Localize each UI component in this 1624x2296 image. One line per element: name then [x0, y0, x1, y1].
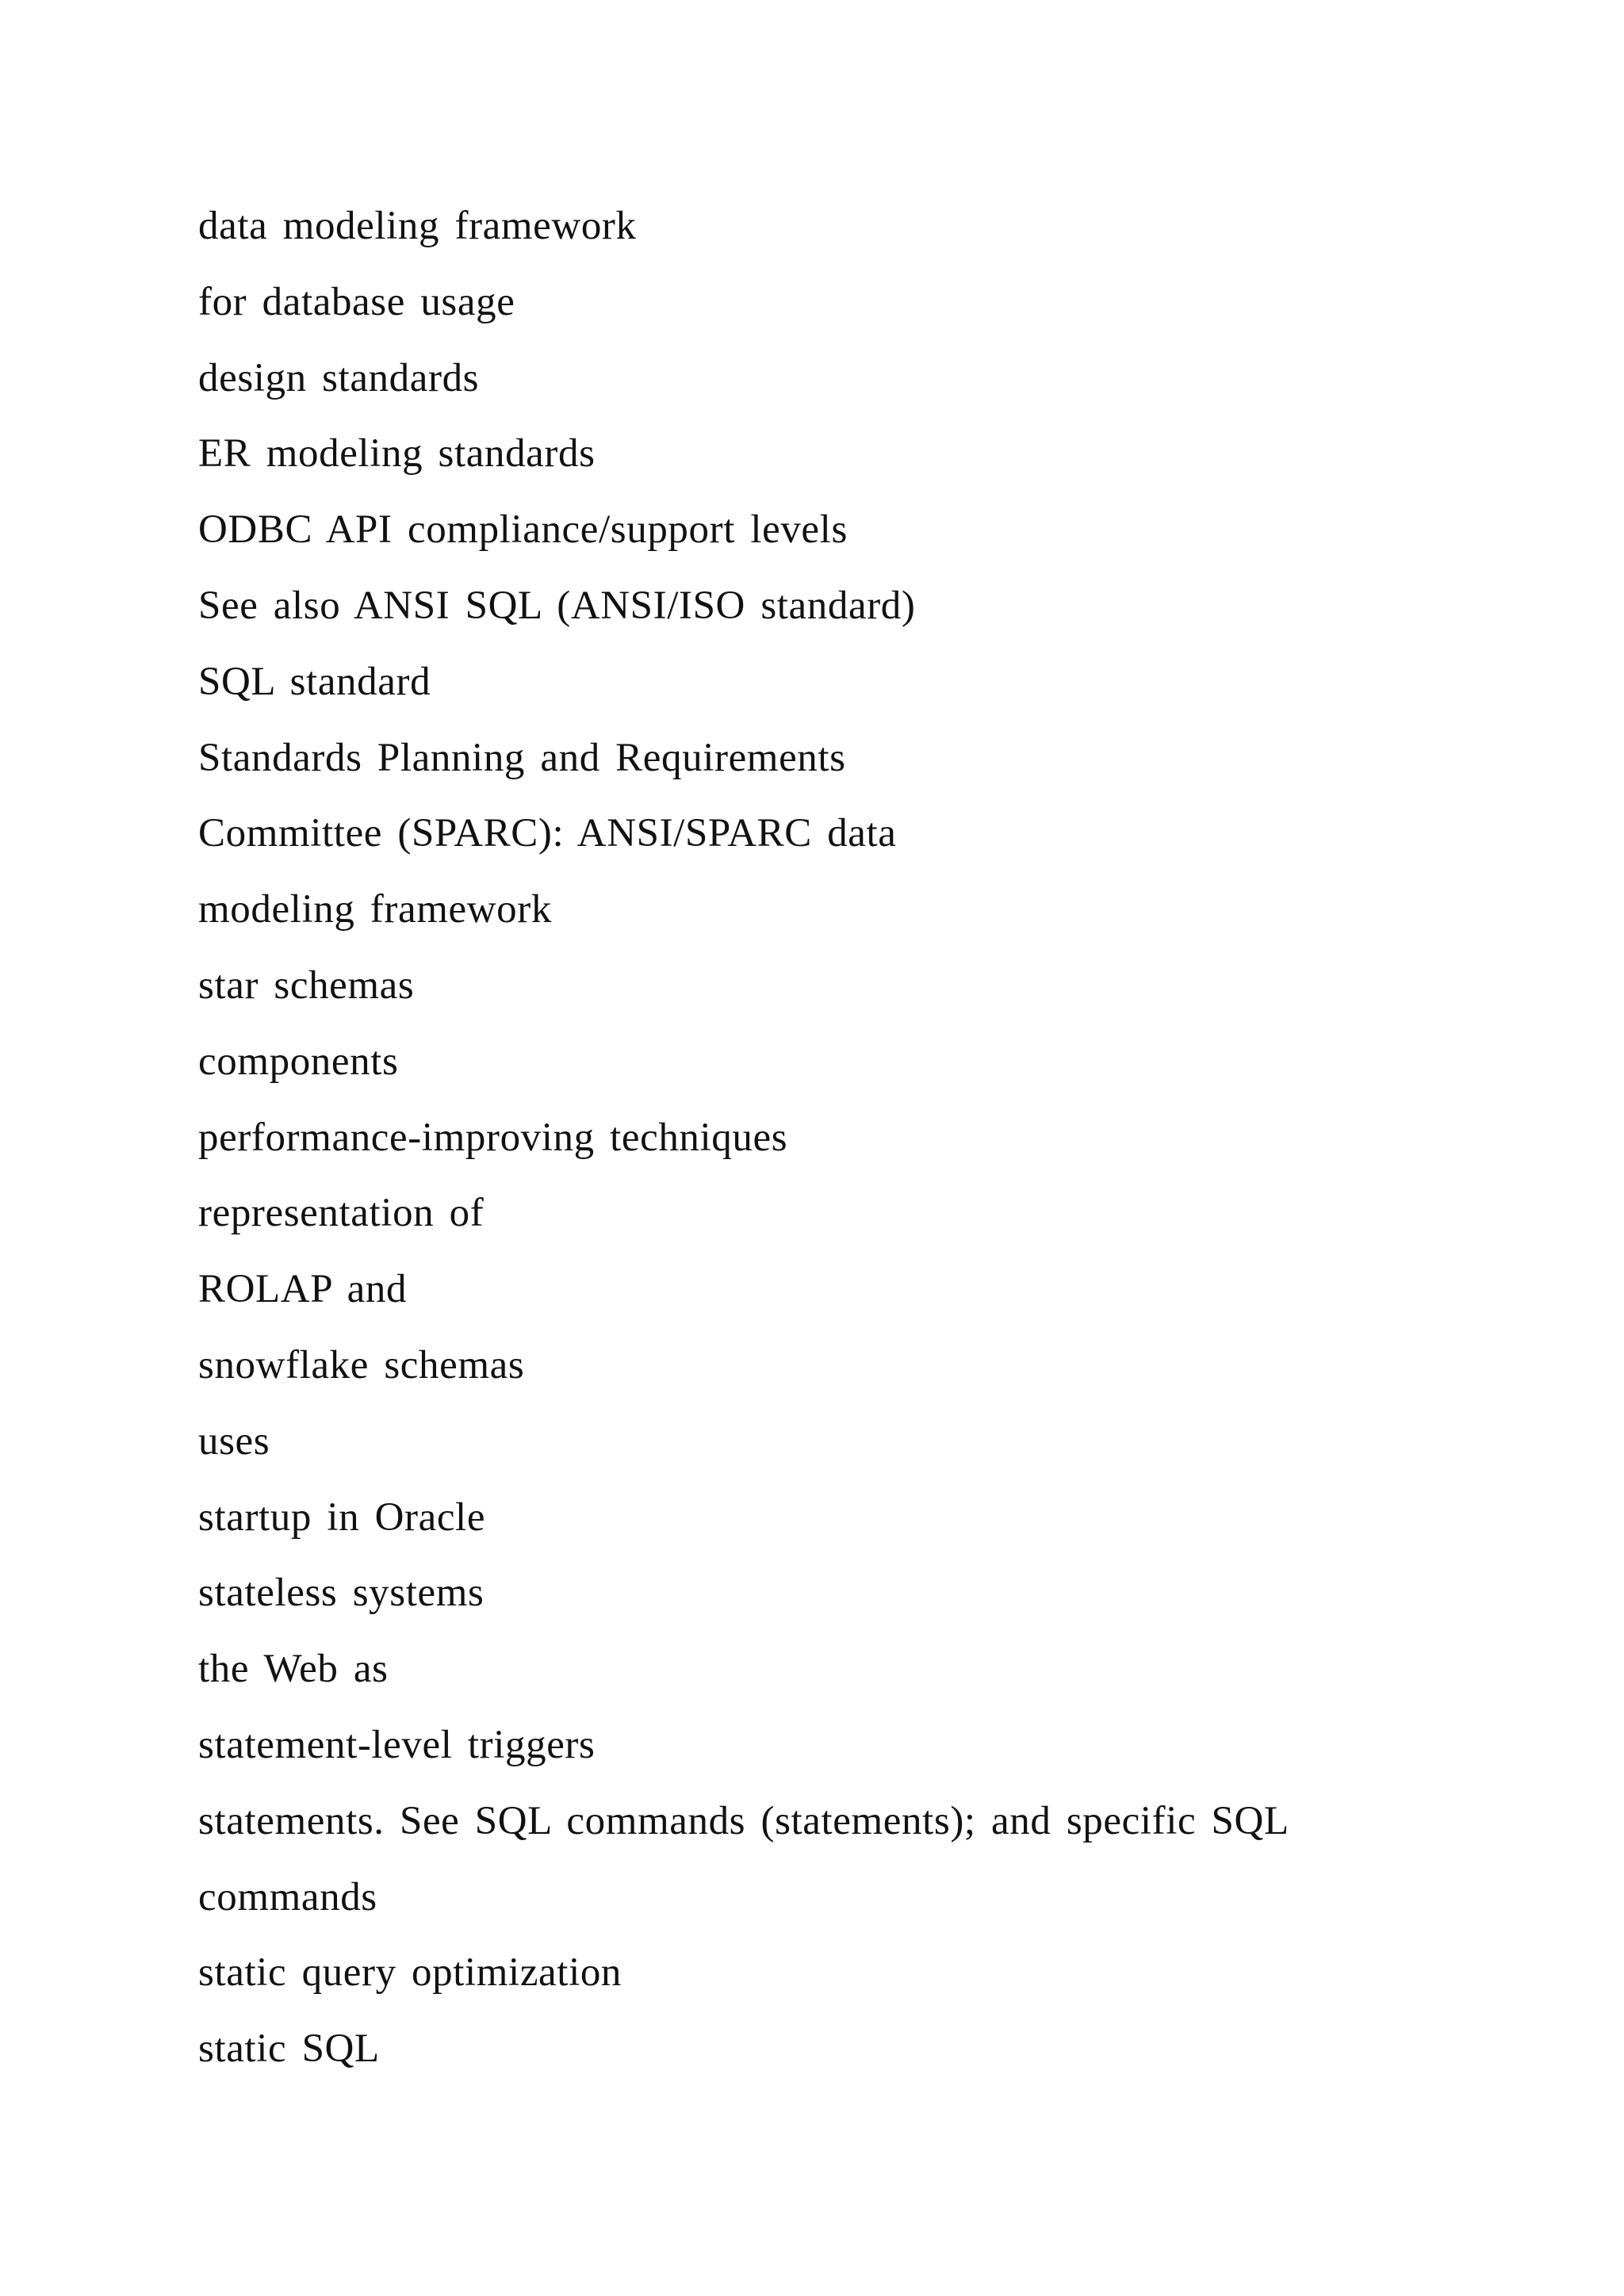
index-line: the Web as — [198, 1647, 389, 1692]
index-line: Standards Planning and Requirements — [198, 735, 846, 780]
index-line: static SQL — [198, 2026, 380, 2072]
index-line: modeling framework — [198, 887, 552, 932]
index-line: performance-improving techniques — [198, 1115, 788, 1160]
index-line: ER modeling standards — [198, 431, 596, 476]
index-line: for database usage — [198, 279, 515, 324]
index-line: ODBC API compliance/support levels — [198, 507, 848, 553]
index-line: statement-level triggers — [198, 1722, 596, 1767]
index-line: star schemas — [198, 962, 415, 1008]
index-line: static query optimization — [198, 1950, 622, 1996]
index-line: uses — [198, 1418, 270, 1464]
index-line: See also ANSI SQL (ANSI/ISO standard) — [198, 583, 916, 628]
index-line: components — [198, 1039, 399, 1084]
index-line: data modeling framework — [198, 204, 637, 248]
index-line: ROLAP and — [198, 1267, 408, 1312]
index-line: statements. See SQL commands (statements); and specific SQL — [198, 1798, 1289, 1843]
index-line: snowflake schemas — [198, 1342, 525, 1387]
index-line: startup in Oracle — [198, 1494, 486, 1540]
index-line: stateless systems — [198, 1571, 485, 1616]
index-entry-list — [198, 189, 1467, 2087]
index-line: commands — [198, 1874, 377, 1919]
index-line: representation of — [198, 1191, 485, 1236]
index-line: design standards — [198, 355, 480, 400]
index-line: SQL standard — [198, 659, 431, 704]
index-line: Committee (SPARC): ANSI/SPARC data — [198, 811, 897, 856]
